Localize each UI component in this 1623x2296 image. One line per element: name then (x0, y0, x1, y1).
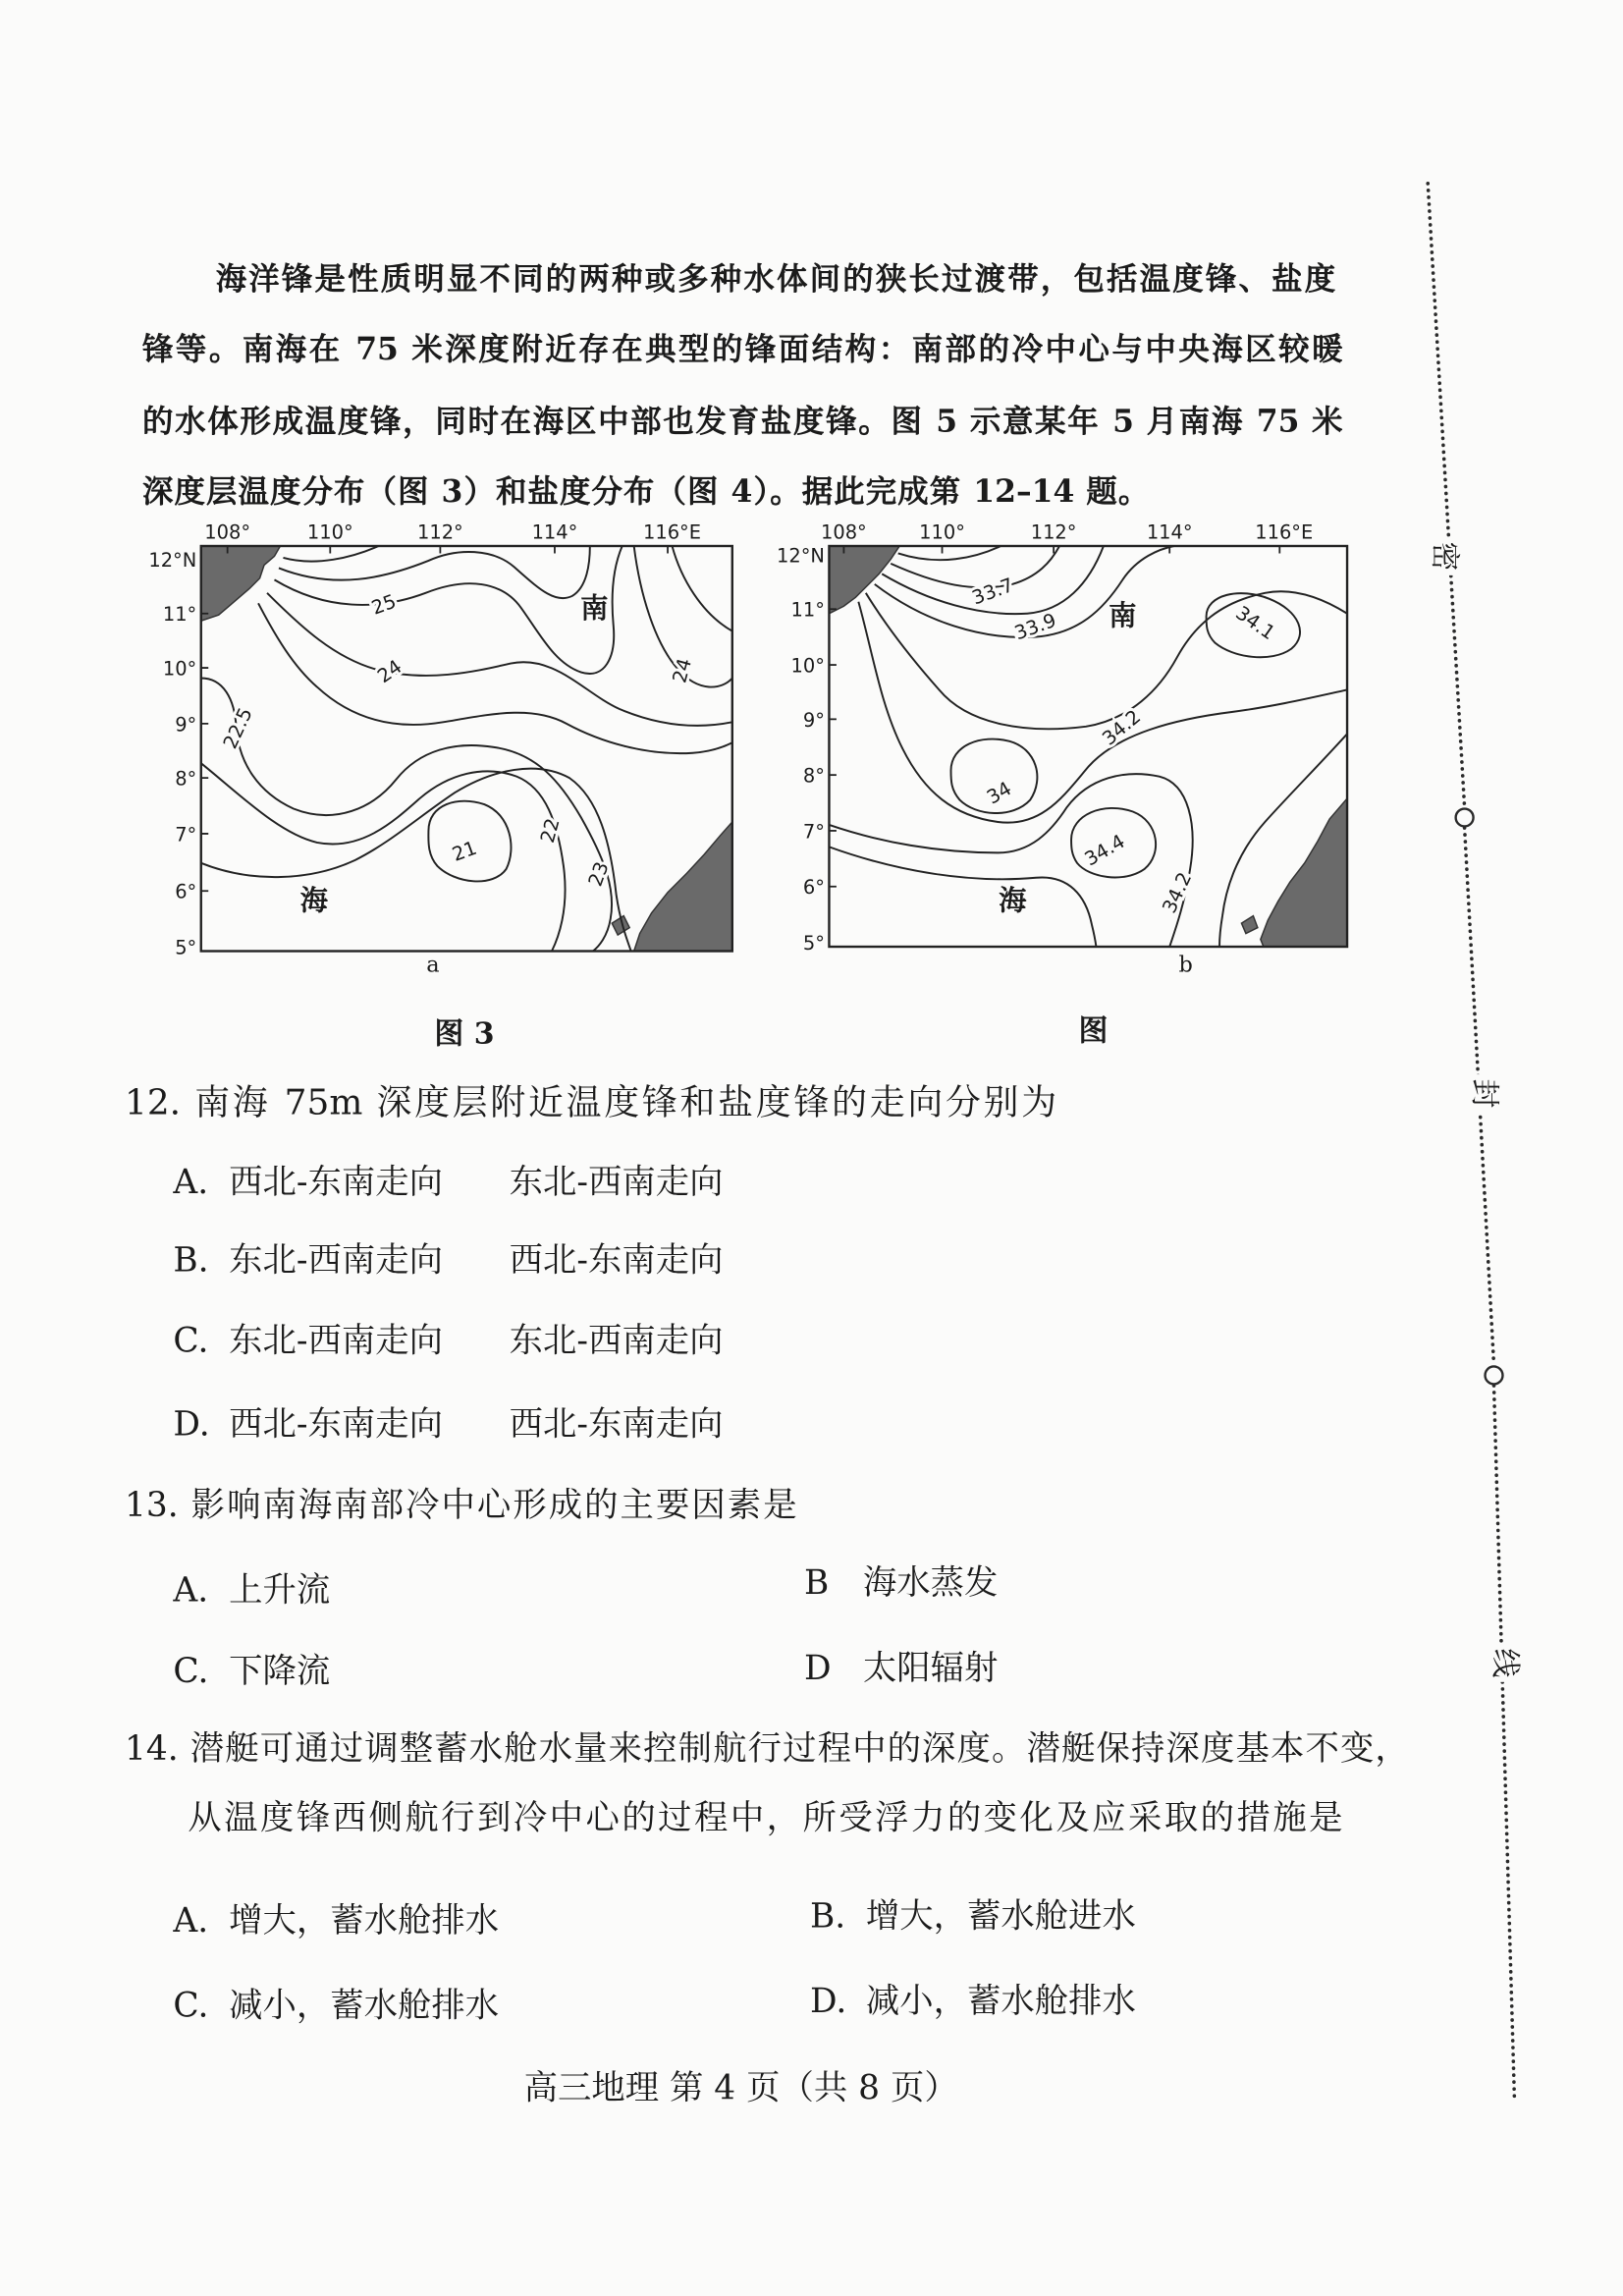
option-text: 上升流 (229, 1571, 331, 1611)
latitude-label: 5° (175, 936, 197, 959)
option-letter: B. (173, 1241, 209, 1281)
latitude-label: 5° (802, 932, 825, 956)
option-text: 减小，蓄水舱排水 (865, 1983, 1136, 2022)
contour-line (274, 546, 622, 674)
latitude-label: 8° (802, 764, 825, 788)
question-14-option-b (810, 1896, 1136, 1941)
option-letter: B (804, 1564, 830, 1604)
option-letter: A. (173, 1902, 209, 1941)
region-label-nan: 南 (580, 591, 609, 626)
longitude-label: 116°E (643, 520, 702, 544)
land-area (1261, 798, 1347, 947)
longitude-label: 112° (417, 520, 463, 544)
option-letter: A. (173, 1571, 209, 1611)
question-12-option-d (173, 1404, 723, 1449)
contour-label: 24 (668, 655, 696, 685)
contour-line (673, 546, 732, 631)
land-area (634, 822, 732, 952)
contour-line (258, 603, 732, 753)
question-12-option-a (173, 1163, 723, 1207)
intro-line: 的水体形成温度锋，同时在海区中部也发育盐度锋。图 5 示意某年 5 月南海 75 米 (141, 402, 1343, 439)
latitude-label: 10° (790, 654, 825, 678)
option-text: 东北-西南走向 (509, 1164, 724, 1203)
longitude-label: 110° (919, 520, 965, 544)
question-12-option-c (173, 1321, 723, 1365)
contour-line (858, 602, 1347, 823)
contour-label: 34 (983, 777, 1016, 809)
question-13-option-d (804, 1648, 998, 1692)
salinity-map (777, 521, 1347, 978)
question-12-stem: 12. 南海 75m 深度层附近温度锋和盐度锋的走向分别为 (125, 1081, 1057, 1123)
option-letter: D. (810, 1983, 847, 2022)
option-text: 西北-东南走向 (509, 1241, 724, 1281)
contour-label: 22.5 (218, 704, 257, 753)
latitude-label: 11° (790, 598, 825, 622)
contour-label: 33.9 (1011, 608, 1059, 645)
option-text: 西北-东南走向 (509, 1405, 724, 1445)
binding-hole-circle (1486, 1366, 1503, 1384)
question-12-option-b (173, 1240, 723, 1285)
contour-label: 23 (583, 858, 614, 890)
region-label-hai: 海 (299, 883, 329, 917)
contour-line (829, 774, 1192, 947)
contour-label: 33.7 (968, 573, 1017, 610)
contour-line (866, 591, 1347, 729)
longitude-label: 114° (1146, 520, 1193, 544)
longitude-label: 108° (821, 520, 867, 544)
figure-caption: 图 (1078, 1012, 1109, 1049)
contour-label: 34.4 (1080, 829, 1129, 871)
question-13-option-b (804, 1563, 998, 1608)
figure-sublabel: b (1178, 952, 1193, 978)
option-letter: B. (810, 1897, 846, 1937)
option-text: 东北-西南走向 (509, 1322, 724, 1361)
contour-line (891, 546, 1059, 587)
figure-maps (146, 507, 1365, 991)
contour-label: 34.2 (1158, 868, 1197, 917)
longitude-label: 116°E (1255, 520, 1314, 544)
intro-line: 深度层温度分布（图 3）和盐度分布（图 4）。据此完成第 12–14 题。 (141, 472, 1150, 510)
figure-caption: 图 3 (434, 1015, 495, 1052)
question-13-option-c (173, 1651, 330, 1695)
seal-label: 密 (1427, 541, 1462, 572)
figure-sublabel: a (426, 952, 440, 978)
contour-label: 22 (535, 815, 565, 846)
longitude-label: 112° (1030, 520, 1077, 544)
intro-line: 锋等。南海在 75 米深度附近存在典型的锋面结构：南部的冷中心与中央海区较暖 (141, 330, 1343, 367)
longitude-label: 108° (204, 520, 251, 544)
question-14-option-a (173, 1901, 499, 1945)
contour-line (829, 847, 1096, 947)
intro-line: 海洋锋是性质明显不同的两种或多种水体间的狭长过渡带，包括温度锋、盐度 (215, 259, 1336, 297)
seal-label: 线 (1487, 1648, 1522, 1678)
option-text: 减小，蓄水舱排水 (229, 1987, 500, 2026)
option-text: 下降流 (229, 1652, 331, 1691)
contour-line (267, 593, 732, 726)
question-14-stem: 从温度锋西侧航行到冷中心的过程中，所受浮力的变化及应采取的措施是 (188, 1799, 1343, 1838)
latitude-label: 12°N (148, 548, 197, 572)
option-text: 太阳辐射 (862, 1649, 999, 1688)
dotted-line (1494, 1386, 1515, 2099)
option-text: 西北-东南走向 (229, 1405, 444, 1445)
question-14-stem: 14. 潜艇可通过调整蓄水舱水量来控制航行过程中的深度。潜艇保持深度基本不变， (125, 1730, 1409, 1769)
contour-label: 21 (449, 836, 480, 866)
contour-line (898, 546, 1001, 560)
question-13-stem: 13. 影响南海南部冷中心形成的主要因素是 (125, 1487, 797, 1525)
question-13-option-a (173, 1570, 330, 1614)
option-letter: A. (173, 1164, 209, 1203)
option-letter: D (804, 1649, 832, 1688)
option-text: 增大，蓄水舱进水 (865, 1897, 1136, 1937)
region-label-nan: 南 (1109, 598, 1137, 632)
option-letter: C. (173, 1652, 209, 1691)
latitude-label: 12°N (777, 544, 825, 568)
region-label-hai: 海 (999, 883, 1027, 917)
option-text: 增大，蓄水舱排水 (229, 1902, 500, 1941)
land-area (201, 546, 281, 621)
latitude-label: 7° (175, 823, 197, 847)
seal-label: 封 (1467, 1078, 1502, 1109)
latitude-label: 9° (802, 708, 825, 732)
latitude-label: 6° (175, 880, 197, 903)
temperature-map (148, 521, 731, 978)
contour-label: 34.1 (1231, 601, 1279, 645)
contour-label: 34.2 (1098, 705, 1146, 750)
option-text: 西北-东南走向 (229, 1164, 444, 1203)
option-text: 海水蒸发 (862, 1564, 999, 1604)
longitude-label: 110° (306, 520, 353, 544)
latitude-label: 10° (162, 657, 197, 681)
option-text: 东北-西南走向 (229, 1322, 444, 1361)
option-letter: C. (173, 1987, 209, 2026)
option-letter: D. (173, 1405, 210, 1445)
option-letter: C. (173, 1322, 209, 1361)
contour-label: 25 (368, 589, 400, 620)
question-14-option-d (810, 1982, 1136, 2026)
latitude-label: 11° (162, 603, 197, 627)
question-14-option-c (173, 1986, 499, 2030)
page-footer: 高三地理 第 4 页（共 8 页） (523, 2069, 958, 2108)
latitude-label: 8° (175, 767, 197, 791)
island (1241, 916, 1257, 934)
option-text: 东北-西南走向 (229, 1241, 444, 1281)
dotted-line (1428, 184, 1464, 807)
contour-label: 24 (373, 655, 406, 688)
latitude-label: 9° (175, 713, 197, 737)
seal-line-margin (1394, 161, 1555, 2143)
land-area (829, 546, 899, 614)
binding-hole-circle (1456, 809, 1474, 827)
latitude-label: 7° (802, 820, 825, 844)
longitude-label: 114° (531, 520, 578, 544)
latitude-label: 6° (802, 876, 825, 900)
